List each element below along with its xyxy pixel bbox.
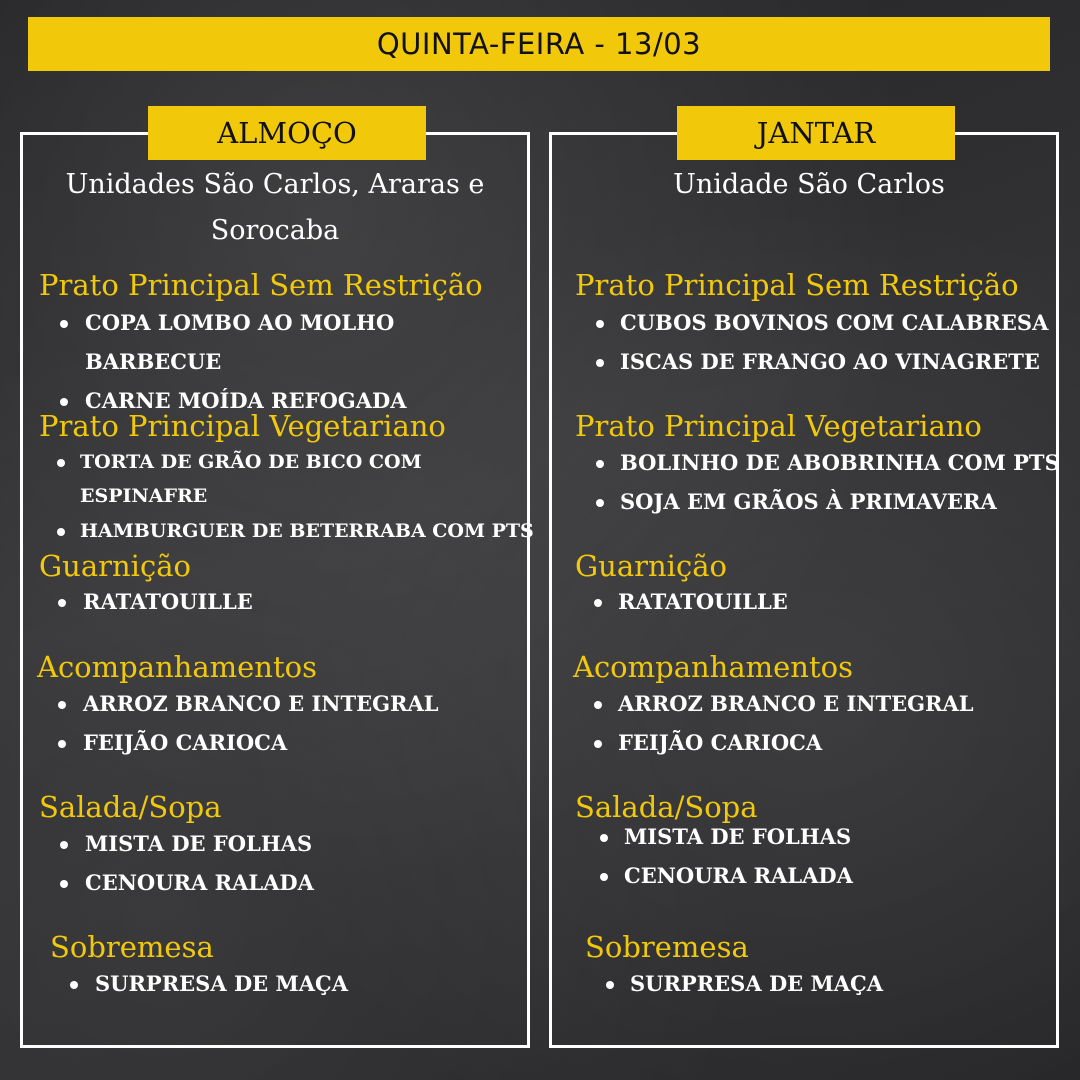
dinner-salad-heading: Salada/Sopa bbox=[575, 790, 758, 824]
lunch-accomp-heading: Acompanhamentos bbox=[37, 650, 317, 684]
dinner-dessert-heading: Sobremesa bbox=[585, 930, 749, 964]
day-title: QUINTA-FEIRA - 13/03 bbox=[376, 27, 702, 61]
lunch-units bbox=[20, 162, 530, 254]
lunch-main-heading: Prato Principal Sem Restrição bbox=[39, 268, 483, 302]
bullet bbox=[596, 460, 604, 468]
list-item: RATATOUILLE bbox=[83, 589, 253, 614]
list-item: ISCAS DE FRANGO AO VINAGRETE bbox=[620, 349, 1040, 374]
list-item: CENOURA RALADA bbox=[624, 863, 853, 888]
bullet bbox=[596, 320, 604, 328]
list-item: ARROZ BRANCO E INTEGRAL bbox=[618, 691, 974, 716]
list-item: ARROZ BRANCO E INTEGRAL bbox=[83, 691, 439, 716]
bullet bbox=[57, 459, 65, 467]
bullet bbox=[600, 873, 608, 881]
list-item: FEIJÃO CARIOCA bbox=[83, 730, 288, 755]
list-item: SURPRESA DE MAÇA bbox=[630, 971, 884, 996]
dinner-side-heading: Guarnição bbox=[575, 549, 727, 583]
list-item: HAMBURGUER DE BETERRABA COM PTS bbox=[80, 520, 534, 542]
lunch-dessert-heading: Sobremesa bbox=[50, 930, 214, 964]
dinner-units-line: Unidade São Carlos bbox=[673, 169, 945, 200]
bullet bbox=[596, 359, 604, 367]
list-item: SURPRESA DE MAÇA bbox=[95, 971, 349, 996]
bullet bbox=[596, 499, 604, 507]
bullet bbox=[60, 880, 68, 888]
list-item: CARNE MOÍDA REFOGADA bbox=[85, 388, 407, 413]
list-item: SOJA EM GRÃOS À PRIMAVERA bbox=[620, 489, 997, 514]
bullet bbox=[606, 981, 614, 989]
bullet bbox=[600, 834, 608, 842]
dinner-veg-heading: Prato Principal Vegetariano bbox=[575, 409, 982, 443]
bullet bbox=[58, 599, 66, 607]
list-item: FEIJÃO CARIOCA bbox=[618, 730, 823, 755]
list-item: BOLINHO DE ABOBRINHA COM PTS bbox=[620, 450, 1060, 475]
lunch-salad-heading: Salada/Sopa bbox=[39, 790, 222, 824]
lunch-units-line: Sorocaba bbox=[210, 215, 340, 246]
list-item: TORTA DE GRÃO DE BICO COM bbox=[80, 451, 422, 473]
day-banner bbox=[28, 17, 1050, 71]
list-item: CUBOS BOVINOS COM CALABRESA bbox=[620, 310, 1049, 335]
dinner-accomp-heading: Acompanhamentos bbox=[573, 650, 853, 684]
bullet bbox=[594, 701, 602, 709]
lunch-label-text: ALMOÇO bbox=[217, 116, 357, 150]
list-item: MISTA DE FOLHAS bbox=[85, 831, 313, 856]
dinner-main-heading: Prato Principal Sem Restrição bbox=[575, 268, 1019, 302]
list-item: COPA LOMBO AO MOLHO bbox=[85, 310, 395, 335]
bullet bbox=[70, 981, 78, 989]
list-item: BARBECUE bbox=[85, 349, 222, 374]
dinner-label bbox=[677, 106, 955, 160]
lunch-label bbox=[148, 106, 426, 160]
lunch-side-heading: Guarnição bbox=[39, 549, 191, 583]
bullet bbox=[60, 841, 68, 849]
bullet bbox=[594, 599, 602, 607]
list-item: ESPINAFRE bbox=[80, 485, 208, 507]
lunch-veg-heading: Prato Principal Vegetariano bbox=[39, 409, 446, 443]
dinner-label-text: JANTAR bbox=[756, 116, 876, 150]
bullet bbox=[60, 398, 68, 406]
dinner-units bbox=[549, 162, 1069, 208]
bullet bbox=[58, 740, 66, 748]
bullet bbox=[594, 740, 602, 748]
bullet bbox=[57, 528, 65, 536]
lunch-units-line: Unidades São Carlos, Araras e bbox=[65, 169, 485, 200]
list-item: MISTA DE FOLHAS bbox=[624, 824, 852, 849]
list-item: RATATOUILLE bbox=[618, 589, 788, 614]
bullet bbox=[60, 320, 68, 328]
bullet bbox=[58, 701, 66, 709]
list-item: CENOURA RALADA bbox=[85, 870, 314, 895]
